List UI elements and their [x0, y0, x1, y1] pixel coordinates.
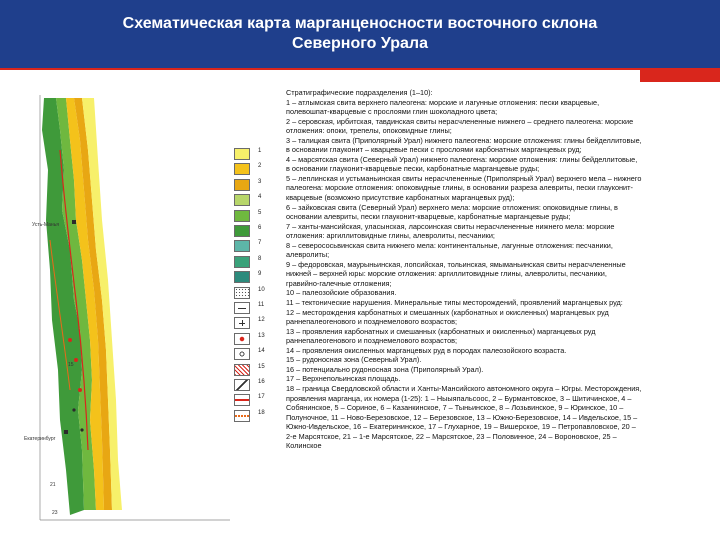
legend-number: 12 [258, 317, 265, 324]
legend-number: 2 [258, 163, 262, 170]
legend-swatch [234, 364, 250, 376]
legend-swatch [234, 210, 250, 222]
legend-item [234, 410, 270, 424]
legend-item [234, 302, 270, 316]
legend-number: 15 [258, 363, 265, 370]
ore-occurrence-point [80, 428, 83, 431]
legend-item [234, 271, 270, 285]
legend-swatch [234, 348, 250, 360]
legend-description-item: 6 – зайковская свита (Северный Урал) верхнего мела: морские отложения: опоковидные глины, в основании алевриты, пески глауконит-кварцевые, карбонатные марганцевые руды; [286, 202, 618, 222]
legend-swatch [234, 271, 250, 283]
slide-header [0, 0, 720, 68]
legend-number: 18 [258, 409, 265, 416]
legend-item [234, 179, 270, 193]
place-label-ust-manya: Усть-Манья [32, 222, 59, 228]
map-drawing [30, 90, 250, 530]
legend-swatch [234, 302, 250, 314]
manganese-map [24, 90, 250, 530]
legend-description-item: 2 – серовская, ирбитская, тавдинская свиты нерасчлененные нижнего – среднего палеогена: морские отложения: опоки, трепелы, опоковидные глины; [286, 116, 634, 136]
ore-deposit-point [74, 358, 78, 362]
legend-number: 5 [258, 209, 262, 216]
legend-number: 16 [258, 379, 265, 385]
legend-description-item: 15 – рудоносная зона (Северный Урал). [286, 355, 422, 365]
map-number-label: 21 [50, 482, 56, 488]
legend-description-item: 3 – талицкая свита (Приполярный Урал) нижнего палеогена: морские отложения: глины бейделлитовые, в основании глауконит – кварцевые пески с прослоями карбонатных марганцевых руд; [286, 135, 642, 155]
legend-description-item: 10 – палеозойские образования. [286, 288, 397, 298]
legend-description-item: 14 – проявления окисленных марганцевых руд в породах палеозойского возраста. [286, 345, 567, 355]
legend-number: 4 [258, 194, 262, 201]
legend-description-item: Стратиграфические подразделения (1–10): [286, 88, 433, 97]
legend-description-item: 13 – проявления карбонатных и смешанных (карбонатных и окисленных) марганцевых руд раннепалеогенового и позднемелового возрастов; [286, 326, 596, 346]
slide-title [40, 14, 680, 54]
legend-number: 6 [258, 225, 262, 231]
city-marker-ekaterinburg [64, 430, 68, 434]
legend-number: 11 [258, 302, 265, 308]
legend-item [234, 394, 270, 408]
legend-swatch [234, 148, 250, 160]
title-line-1: Схематическая карта марганценосности восточного склона [122, 15, 598, 32]
legend-swatch [234, 240, 250, 252]
legend-item [234, 333, 270, 347]
legend-swatch [234, 225, 250, 237]
legend-item [234, 379, 270, 393]
legend-number: 8 [258, 255, 262, 262]
legend-swatch [234, 256, 250, 268]
map-number-label: 23 [52, 510, 58, 516]
legend-swatch [234, 333, 250, 345]
ore-deposit-point [68, 338, 72, 342]
legend-description-item: 8 – северососьвинская свита нижнего мела: континентальные, лагунные отложения: песчаники, алевролиты; [286, 240, 613, 260]
legend-number: 1 [258, 148, 262, 154]
legend-description-item: 17 – Верхнепольинская площадь. [286, 374, 401, 384]
legend-item [234, 163, 270, 177]
legend-item [234, 364, 270, 378]
legend-item [234, 317, 270, 331]
legend-swatch [234, 287, 250, 299]
legend-swatch [234, 394, 250, 406]
title-line-2: Северного Урала [292, 35, 428, 52]
legend-description-item: 16 – потенциально рудоносная зона (Приполярный Урал). [286, 364, 484, 374]
ore-deposit-point [78, 388, 82, 392]
legend-description-item: 7 – ханты-мансийская, уласынская, ларсоинская свиты нерасчлененные нижнего мела: морские отложения: аргиллитовидные глины, алевролиты, песчаники; [286, 221, 615, 241]
city-marker-ust-manya [72, 220, 76, 224]
legend-item [234, 287, 270, 301]
legend-number: 17 [258, 394, 265, 401]
header-accent-line [0, 68, 640, 70]
legend-description [286, 88, 642, 451]
ore-occurrence-point [72, 408, 75, 411]
legend-description-item: 18 – граница Свердловской области и Ханты-Мансийского автономного округа – Югры. Месторождения, проявления марганца, их номера (1-25): 1 – Ныыяпальсоос, 2 – Бурмантовское, 3 – Шитичинское, 4 – Собянинское, 5 – Сориное, 6 – Казанкинское, 7 – Тыньинское, 8 – Лозьвинское, 9 – Юринское, 10 – Полуночное, 11 – Ново-Березовское, 12 – Березовское, 13 – Южно-Березовское, 14 – Ивдельское, 15 – Южно-Ивдельское, 16 – Екатерининское, 17 – Глухарное, 19 – Вишерское, 19 – Петропавловское, 20 – 2-е Марсятское, 21 – 1-е Марсятское, 22 – Марсятское, 23 – Половинное, 24 – Вороновское, 25 – Колинское [286, 383, 642, 451]
legend-item [234, 194, 270, 208]
legend-number: 13 [258, 332, 265, 339]
legend-description-item: 12 – месторождения карбонатных и смешанных (карбонатных и окисленных) марганцевых руд раннепалеогенового и позднемелового возрастов; [286, 307, 609, 327]
legend-item [234, 225, 270, 239]
legend-swatch [234, 163, 250, 175]
legend-description-item: 1 – атлымская свита верхнего палеогена: морские и лагунные отложения: пески кварцевые, полевошпат-кварцевые с прослоями глин шоколадного цвета; [286, 97, 600, 117]
legend-swatch [234, 410, 250, 422]
legend-number: 9 [258, 271, 262, 278]
legend-item [234, 148, 270, 162]
legend-number: 3 [258, 178, 262, 185]
legend-item [234, 210, 270, 224]
legend-item [234, 240, 270, 254]
legend-item [234, 256, 270, 270]
legend-swatch [234, 194, 250, 206]
map-number-label: 15 [68, 362, 74, 368]
legend-swatch [234, 379, 250, 391]
map-legend [234, 148, 270, 428]
legend-description-item: 4 – марсятская свита (Северный Урал) нижнего палеогена: морские отложения: глины бейделлитовые, в основании глауконит-кварцевые пески, карбонатные марганцевые руды; [286, 154, 638, 174]
legend-item [234, 348, 270, 362]
legend-description-item: 5 – леплинская и устьманьинская свиты нерасчлененные (Приполярный Урал) верхнего мела – нижнего палеогена: морские отложения: опоковидные глины, в основании разреза алевриты, пески глауконит-кварцевые (возможно присутствие карбонатных марганцевых руд); [286, 173, 642, 203]
legend-swatch [234, 179, 250, 191]
place-label-ekaterinburg: Екатеринбург [24, 436, 56, 442]
legend-description-item: 9 – федоровская, маурыньинская, лопсийская, тольинская, ямыманьинская свиты нерасчлененные нижней – верхней юры: морские отложения: аргиллитовидные глины, алевролиты, песчаники, гравийно-галечные отложения; [286, 259, 626, 288]
legend-number: 10 [258, 286, 265, 293]
legend-number: 14 [258, 348, 265, 355]
header-accent-block [640, 68, 720, 82]
legend-swatch [234, 317, 250, 329]
legend-number: 7 [258, 240, 262, 247]
legend-description-item: 11 – тектонические нарушения. Минеральные типы месторождений, проявлений марганцевых руд: [286, 298, 623, 308]
